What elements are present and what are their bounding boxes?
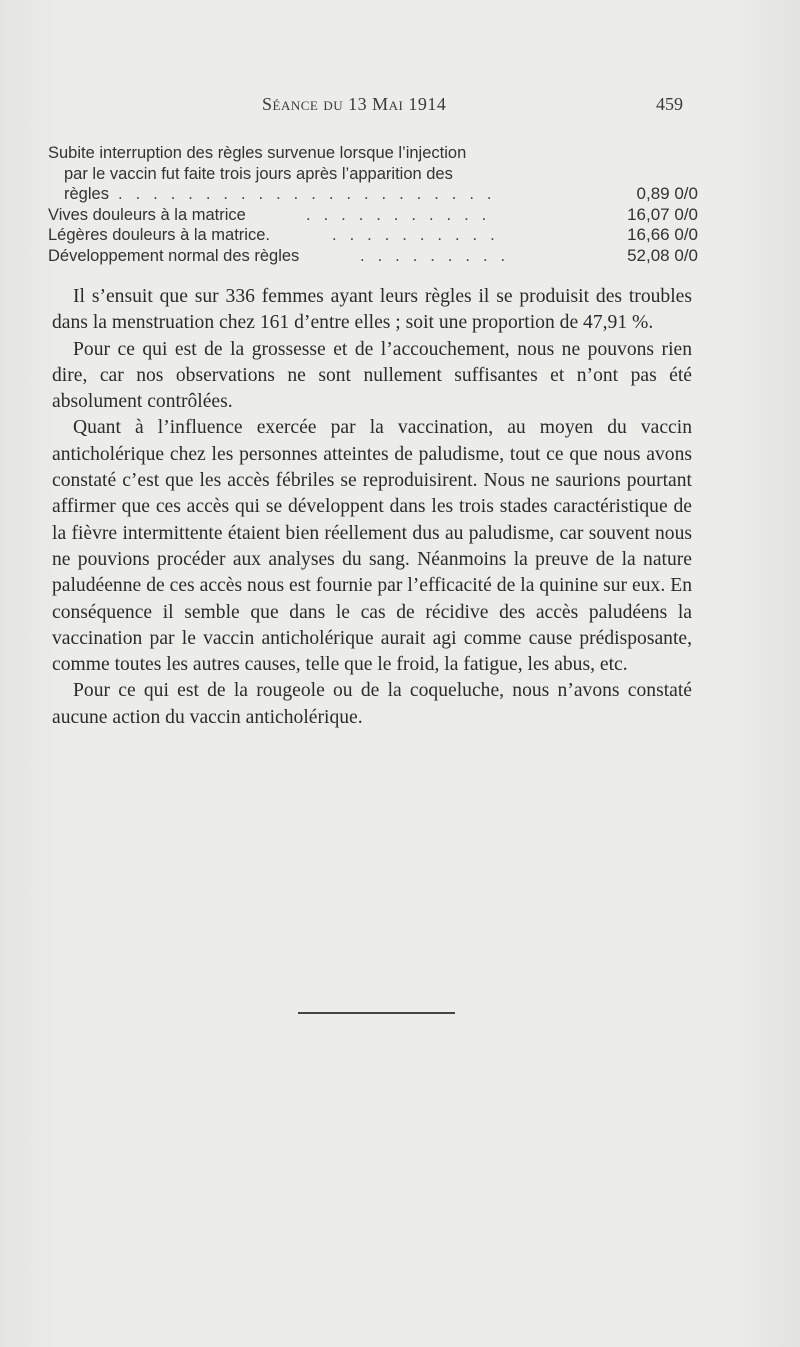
leader-dots: . . . . . . . . . . . . . . . . . . . . . . [118,185,496,203]
paragraph: Quant à l’influence exercée par la vaccination, au moyen du vaccin anticholérique chez les personnes atteintes de paludisme, tout ce que nous avons constaté c’est que les accès fébriles se reproduisirent. Nous ne saurions pourtant affirmer que ces accès qui se développent dans les trois stades caractéristique de la fièvre intermittente étaient bien réellement dus au paludisme, car souvent nous ne pouvions procéder aux analyses du sang. Néanmoins la preuve de la nature paludéenne de ces accès nous est fournie par l’efficacité de la quinine sur eux. En conséquence il semble que dans le cas de récidive des accès paludéens la vaccination par le vaccin anticholérique aurait agi comme cause prédisposante, comme toutes les autres causes, telle que le froid, la fatigue, les abus, etc. [52,417,692,676]
stat-label: Vives douleurs à la matrice [48,205,246,224]
stat-value: 52,08 0/0 [627,245,698,265]
running-head [0,94,800,118]
statistics-table [48,143,698,266]
stat-label: Développement normal des règles [48,246,300,265]
stat-value: 16,07 0/0 [627,204,698,224]
leader-dots: . . . . . . . . . [360,246,510,265]
stat-label: par le vaccin fut faite trois jours après l’apparition des [64,164,453,183]
stat-label: règles [64,185,109,203]
paragraph: Il s’ensuit que sur 336 femmes ayant leurs règles il se produisit des troubles dans la menstruation chez 161 d’entre elles ; soit une proportion de 47,91 %. [52,286,692,334]
running-title: Séance du 13 Mai 1914 [262,94,447,114]
stat-row-interruption-line3 [48,184,698,205]
stat-row-interruption-line2 [48,164,698,185]
paragraph: Pour ce qui est de la grossesse et de l’accouchement, nous ne pouvons rien dire, car nos observations ne sont nullement suffisantes et n’ont pas été absolument contrôlées. [52,338,692,413]
stat-value: 16,66 0/0 [627,225,698,244]
page-number: 459 [656,94,683,114]
stat-row-legeres-douleurs [48,225,698,246]
body-text [52,284,692,731]
leader-dots: . . . . . . . . . . [332,226,499,244]
end-rule [298,1012,455,1014]
stat-value: 0,89 0/0 [636,184,698,203]
stat-label: Subite interruption des règles survenue lorsque l’injection [48,144,467,162]
stat-row-developpement-normal [48,246,698,267]
stat-label: Légères douleurs à la matrice. [48,226,270,244]
stat-row-interruption-line1 [48,143,698,164]
stat-row-vives-douleurs [48,205,698,226]
leader-dots: . . . . . . . . . . . [306,205,491,224]
paragraph: Pour ce qui est de la rougeole ou de la coqueluche, nous n’avons constaté aucune action du vaccin anticholérique. [52,680,692,728]
